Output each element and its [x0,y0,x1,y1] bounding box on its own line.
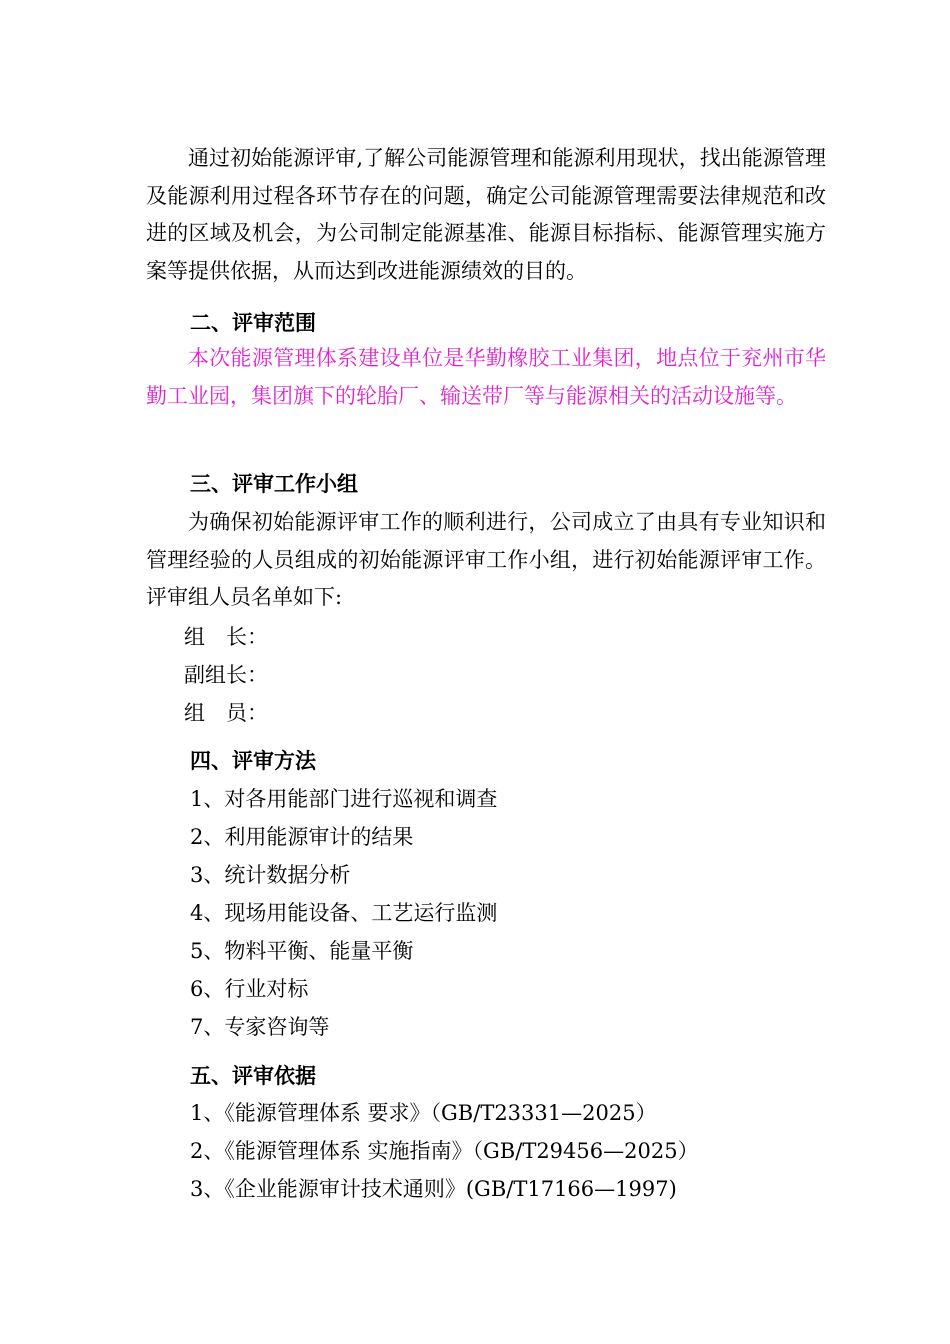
section2-heading: 二、评审范围 [190,311,316,335]
basis-item: 2、《能源管理体系 实施指南》（GB/T29456—2025） [190,1139,699,1163]
role-member: 组 员： [184,701,268,725]
section3-heading: 三、评审工作小组 [190,472,358,496]
section5-heading: 五、评审依据 [190,1064,316,1088]
method-item: 2、利用能源审计的结果 [190,825,414,849]
basis-item: 3、《企业能源审计技术通则》(GB/T17166—1997) [190,1177,677,1201]
method-item: 5、物料平衡、能量平衡 [190,939,414,963]
basis-item: 1、《能源管理体系 要求》（GB/T23331—2025） [190,1101,657,1125]
section2-body: 本次能源管理体系建设单位是华勤橡胶工业集团，地点位于兖州市华勤工业园，集团旗下的轮胎厂、输送带厂等与能源相关的活动设施等。 [146,346,826,408]
section4-heading: 四、评审方法 [190,749,316,773]
role-deputy-leader: 副组长： [184,663,268,687]
method-item: 1、对各用能部门进行巡视和调查 [190,787,498,811]
method-item: 6、行业对标 [190,977,309,1001]
role-leader: 组 长： [184,625,268,649]
method-item: 7、专家咨询等 [190,1015,330,1039]
method-item: 4、现场用能设备、工艺运行监测 [190,901,498,925]
section3-body: 为确保初始能源评审工作的顺利进行，公司成立了由具有专业知识和管理经验的人员组成的初始能源评审工作小组，进行初始能源评审工作。评审组人员名单如下: [146,510,826,609]
method-item: 3、统计数据分析 [190,863,351,887]
intro-paragraph: 通过初始能源评审,了解公司能源管理和能源利用现状，找出能源管理及能源利用过程各环节存在的问题，确定公司能源管理需要法律规范和改进的区域及机会，为公司制定能源基准、能源目标指标、能源管理实施方案等提供依据，从而达到改进能源绩效的目的。 [146,146,826,283]
